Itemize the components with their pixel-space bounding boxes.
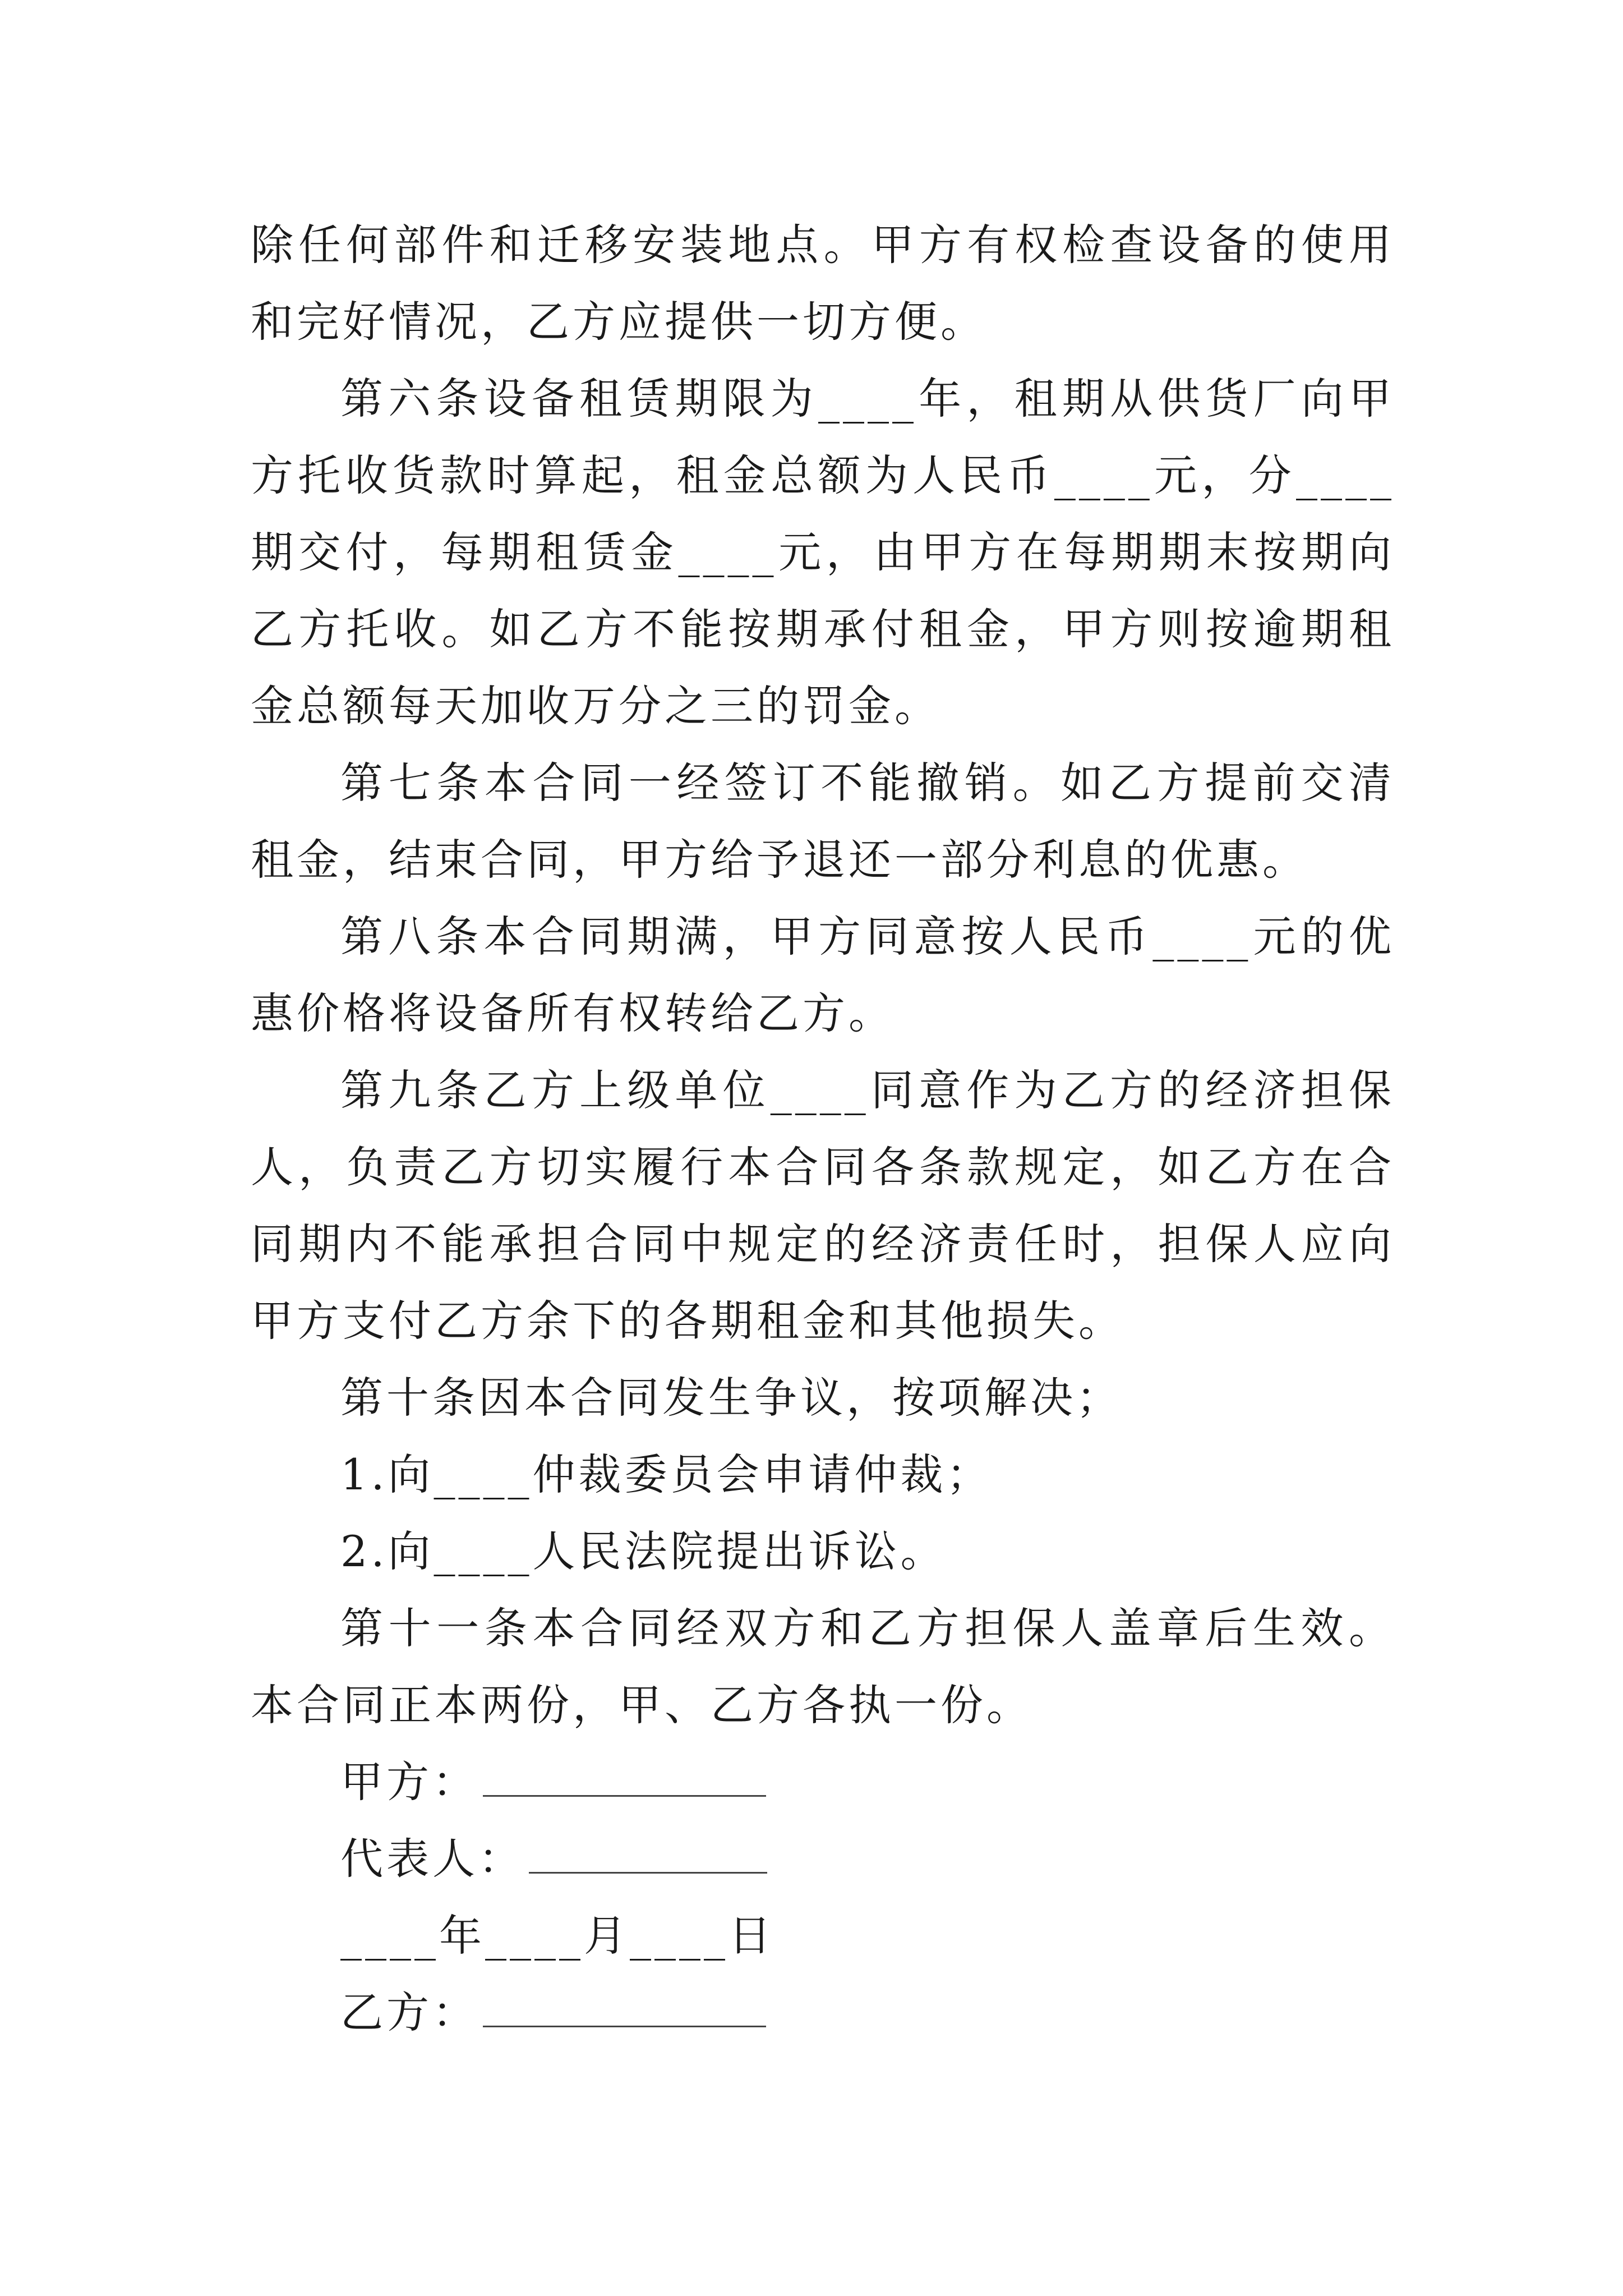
- party-b-label: 乙方：: [340, 1987, 478, 2037]
- party-a-row: [251, 1743, 1395, 1820]
- representative-label: 代表人：: [340, 1834, 524, 1884]
- paragraph-continuation: 除任何部件和迁移安装地点。甲方有权检查设备的使用和完好情况，乙方应提供一切方便。: [251, 220, 1395, 347]
- party-a-label: 甲方：: [340, 1757, 478, 1807]
- clause-6: 第六条设备租赁期限为____年，租期从供货厂向甲方托收货款时算起，租金总额为人民币____元，分____期交付，每期租赁金____元，由甲方在每期期末按期向乙方托收。如乙方不能按期承付租金，甲方则按逾期租金总额每天加收万分之三的罚金。: [251, 374, 1395, 731]
- clause-10-item-1: 1.向____仲裁委员会申请仲裁；: [340, 1450, 993, 1499]
- contract-body: [251, 206, 1395, 2051]
- clause-10-item-2: 2.向____人民法院提出诉讼。: [340, 1526, 947, 1576]
- representative-row: [251, 1820, 1395, 1897]
- party-a-signature-line: [483, 1761, 766, 1797]
- clause-9: 第九条乙方上级单位____同意作为乙方的经济担保人，负责乙方切实履行本合同各条款规定，如乙方在合同期内不能承担合同中规定的经济责任时，担保人应向甲方支付乙方余下的各期租金和其他损失。: [251, 1065, 1395, 1346]
- date-line: ____年____月____日: [340, 1911, 774, 1961]
- clause-10: 第十条因本合同发生争议，按项解决；: [340, 1373, 1122, 1423]
- representative-signature-line: [529, 1838, 767, 1874]
- clause-7: 第七条本合同一经签订不能撤销。如乙方提前交清租金，结束合同，甲方给予退还一部分利息的优惠。: [251, 758, 1395, 885]
- party-b-signature-line: [483, 1992, 766, 2027]
- party-b-row: [251, 1974, 1395, 2051]
- date-row: [251, 1897, 1395, 1974]
- clause-8: 第八条本合同期满，甲方同意按人民币____元的优惠价格将设备所有权转给乙方。: [251, 912, 1395, 1038]
- clause-11: 第十一条本合同经双方和乙方担保人盖章后生效。本合同正本两份，甲、乙方各执一份。: [251, 1603, 1395, 1730]
